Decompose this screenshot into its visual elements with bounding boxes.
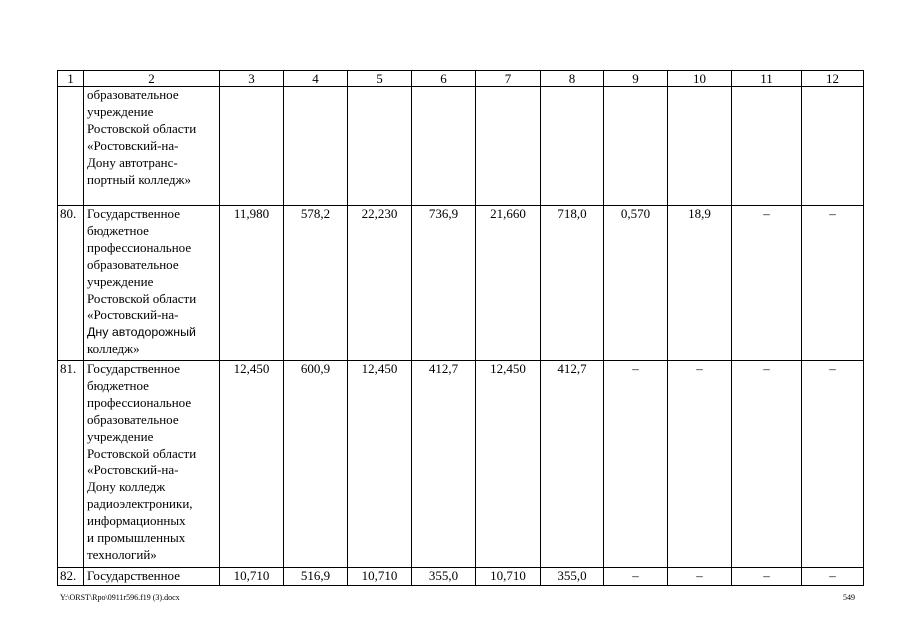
value-cell: 516,9 [284,568,348,586]
institution-name-cell: Государственное бюджетное профессиональное образовательное учреждение Ростовской области «Ростовский-на- Дону колледж радиоэлектроники, информационных и промышленных технологий» [84,361,220,568]
value-cell [284,87,348,206]
institution-name-cell: Государственное [84,568,220,586]
column-header: 6 [412,71,476,87]
column-header: 10 [668,71,732,87]
institution-name-cell [84,206,220,361]
column-header: 5 [348,71,412,87]
table-row-continuation [58,87,864,206]
name-text: Дну автодорожный [87,325,196,340]
value-cell: 412,7 [412,361,476,568]
row-number-cell: 81. [58,361,84,568]
column-header: 7 [476,71,541,87]
name-text: колледж» [87,341,140,357]
column-header: 1 [58,71,84,87]
value-cell [541,87,604,206]
value-cell: – [732,361,802,568]
value-cell [348,87,412,206]
value-cell: 11,980 [220,206,284,361]
value-cell: 10,710 [220,568,284,586]
value-cell: 355,0 [412,568,476,586]
institution-name-cell: образовательное учреждение Ростовской области «Ростовский-на- Дону автотранс- портный колледж» [84,87,220,206]
table-row-81 [58,361,864,568]
value-cell: 22,230 [348,206,412,361]
value-cell [732,87,802,206]
value-cell: – [732,568,802,586]
value-cell [668,87,732,206]
value-cell: 10,710 [348,568,412,586]
value-cell: 12,450 [348,361,412,568]
page-number: 549 [843,593,855,602]
value-cell: 21,660 [476,206,541,361]
column-header: 9 [604,71,668,87]
value-cell: – [604,361,668,568]
value-cell: – [668,568,732,586]
value-cell: 600,9 [284,361,348,568]
value-cell: 10,710 [476,568,541,586]
file-path-footer: Y:\ORST\Rpo\0911r596.f19 (3).docx [60,593,180,602]
value-cell: 412,7 [541,361,604,568]
value-cell [412,87,476,206]
column-header: 12 [802,71,864,87]
value-cell: 0,570 [604,206,668,361]
value-cell: – [802,361,864,568]
column-header: 2 [84,71,220,87]
value-cell: 718,0 [541,206,604,361]
header-row [58,71,864,87]
row-number-cell [58,87,84,206]
value-cell: 18,9 [668,206,732,361]
data-table [57,70,864,586]
name-text: Государственное бюджетное профессиональное образовательное учреждение Ростовской области «Ростовский-на- [87,206,197,323]
table-row-82 [58,568,864,586]
table-row-80 [58,206,864,361]
value-cell: – [802,568,864,586]
value-cell [802,87,864,206]
value-cell: 578,2 [284,206,348,361]
value-cell: – [668,361,732,568]
value-cell: 355,0 [541,568,604,586]
column-header: 3 [220,71,284,87]
value-cell: – [802,206,864,361]
value-cell [476,87,541,206]
value-cell: – [732,206,802,361]
value-cell [220,87,284,206]
value-cell: 12,450 [476,361,541,568]
column-header: 4 [284,71,348,87]
row-number-cell: 82. [58,568,84,586]
value-cell [604,87,668,206]
value-cell: – [604,568,668,586]
row-number-cell: 80. [58,206,84,361]
column-header: 11 [732,71,802,87]
column-header: 8 [541,71,604,87]
value-cell: 736,9 [412,206,476,361]
value-cell: 12,450 [220,361,284,568]
